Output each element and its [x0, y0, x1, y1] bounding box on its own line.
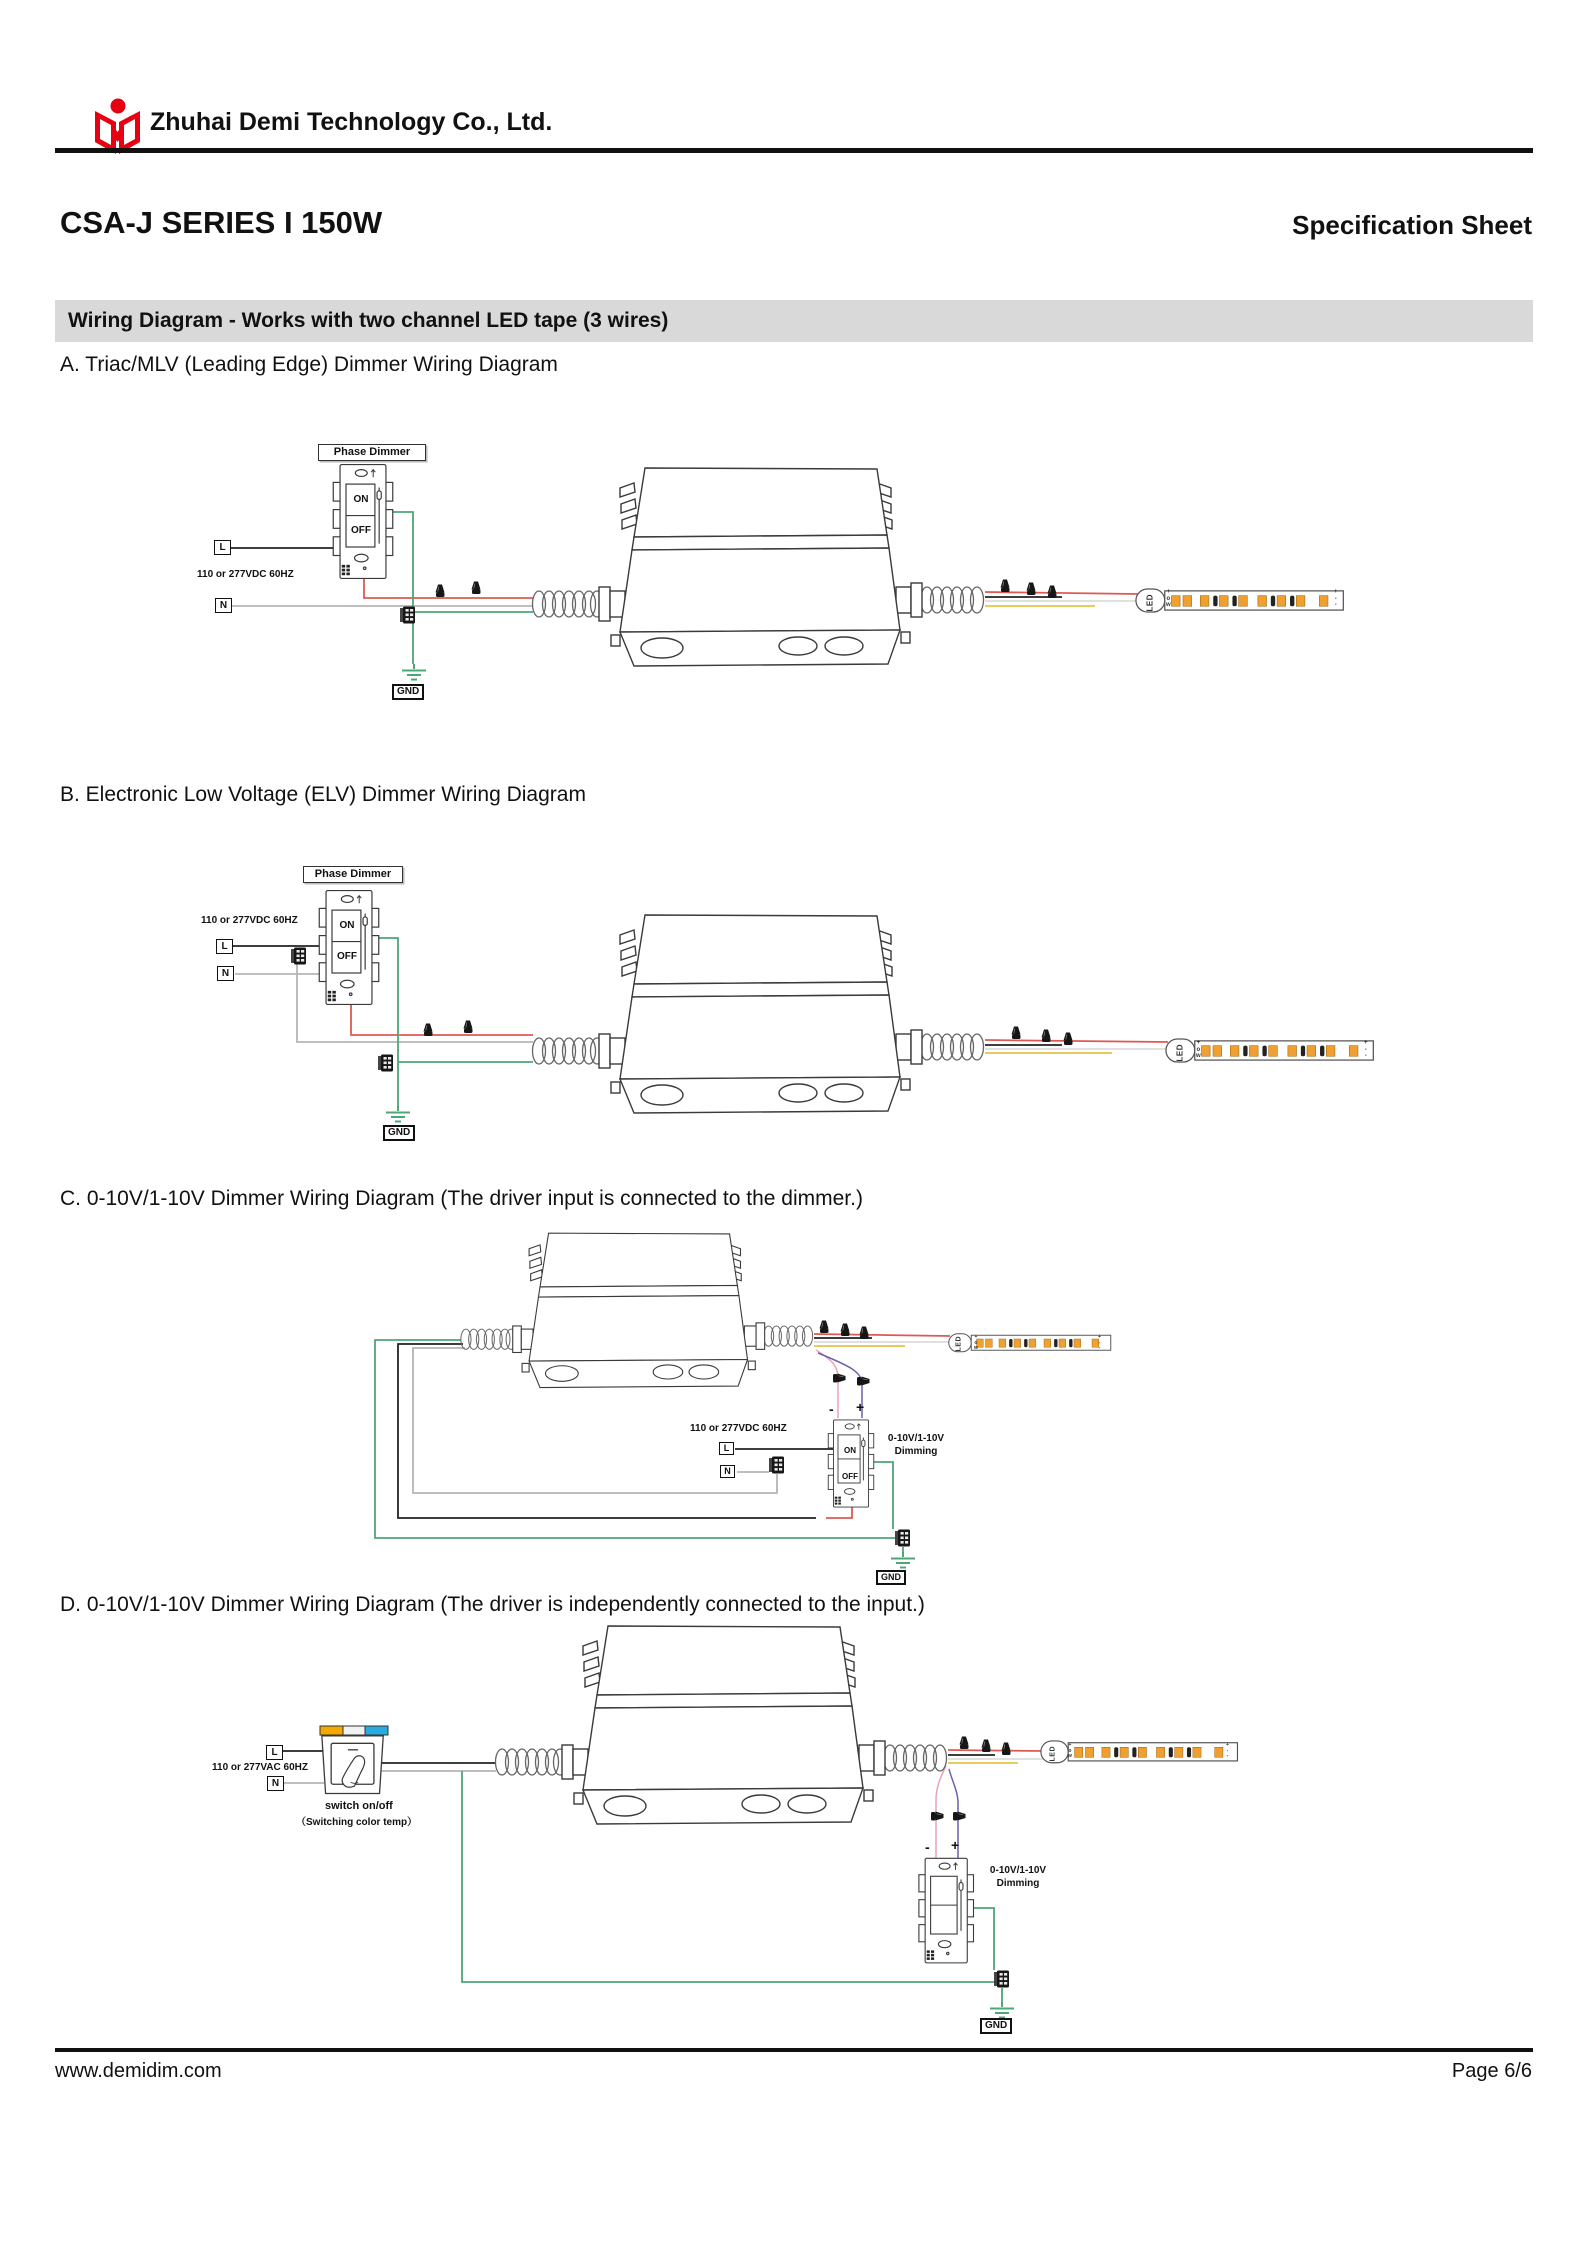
- diagram-d: [281, 1626, 1237, 2018]
- b-wire-nut: [424, 1024, 433, 1037]
- d-switch-caption: switch on/off: [325, 1800, 393, 1812]
- c-ground-symbol: [891, 1552, 915, 1568]
- c-gnd-label: GND: [876, 1570, 906, 1585]
- a-led-label: LED: [1145, 594, 1155, 612]
- a-phase-dimmer-label: Phase Dimmer: [318, 444, 426, 461]
- a-wire-nut: [1027, 583, 1036, 596]
- a-neutral-label: N: [215, 598, 232, 613]
- b-neutral-label: N: [217, 966, 234, 981]
- company-name: Zhuhai Demi Technology Co., Ltd.: [150, 108, 553, 136]
- d-switch-subcaption: （Switching color temp）: [296, 1817, 418, 1828]
- b-terminal-connector: [378, 1055, 393, 1072]
- heading-diagram-d: D. 0-10V/1-10V Dimmer Wiring Diagram (The driver is independently connected to the input.): [60, 1593, 925, 1616]
- d-live-label: L: [266, 1745, 283, 1760]
- c-supply-label: 110 or 277VDC 60HZ: [690, 1423, 787, 1434]
- a-wire-out-red: [985, 592, 1138, 594]
- d-wall-switch: [322, 1736, 383, 1794]
- c-minus-label: -: [829, 1401, 834, 1417]
- a-wire-ground-vertical: [390, 512, 413, 664]
- c-terminal-connector: [769, 1457, 784, 1474]
- c-led-terminals-left: + o w: [974, 1334, 978, 1351]
- footer-page-number: Page 6/6: [1451, 2060, 1532, 2082]
- d-wire-out-red: [948, 1750, 1043, 1751]
- c-terminal-connector: [895, 1530, 910, 1547]
- b-led-terminals-left: + o w: [1196, 1040, 1201, 1059]
- c-wire-out-red: [814, 1334, 950, 1336]
- diagram-b: [233, 891, 1373, 1122]
- section-banner: [55, 300, 1533, 342]
- d-minus-label: -: [925, 1839, 930, 1855]
- d-wire-nut: [953, 1812, 966, 1821]
- c-led-terminals-right: + - -: [1098, 1334, 1101, 1351]
- d-color-temp-bar-cool: [365, 1726, 388, 1735]
- c-live-label: L: [719, 1442, 734, 1455]
- d-dimmer-device: [919, 1858, 974, 1963]
- d-ground-symbol: [990, 2002, 1014, 2018]
- b-supply-label: 110 or 277VDC 60HZ: [201, 915, 298, 926]
- d-gnd-label: GND: [980, 2018, 1012, 2034]
- heading-diagram-b: B. Electronic Low Voltage (ELV) Dimmer Wiring Diagram: [60, 783, 586, 806]
- a-live-label: L: [214, 540, 231, 555]
- a-wire-dimmed-hot: [364, 568, 533, 598]
- d-led-label: LED: [1049, 1746, 1057, 1762]
- a-wire-nut: [436, 585, 445, 598]
- d-driver-unit: [496, 1626, 947, 1824]
- c-off-label: OFF: [842, 1472, 858, 1481]
- a-on-label: ON: [353, 494, 369, 505]
- a-dimmer-device: [333, 465, 393, 579]
- header-rule: [55, 148, 1533, 153]
- c-neutral-label: N: [720, 1465, 735, 1478]
- heading-diagram-c: C. 0-10V/1-10V Dimmer Wiring Diagram (The driver input is connected to the dimmer.): [60, 1187, 863, 1210]
- d-terminal-connector: [994, 1971, 1009, 1988]
- c-on-label: ON: [844, 1446, 856, 1455]
- b-live-label: L: [216, 939, 233, 954]
- d-wire-nut: [960, 1737, 969, 1750]
- d-wire-nut: [1002, 1743, 1011, 1756]
- heading-diagram-a: A. Triac/MLV (Leading Edge) Dimmer Wiring Diagram: [60, 353, 558, 376]
- b-led-label: LED: [1175, 1044, 1185, 1062]
- company-logo-icon: [95, 99, 140, 155]
- b-wire-dimmed-hot: [351, 994, 533, 1035]
- b-driver-unit: [533, 915, 984, 1113]
- product-title: CSA-J SERIES I 150W: [60, 205, 383, 240]
- d-wire-dim-minus: [936, 1766, 946, 1858]
- c-driver-unit: [461, 1233, 813, 1387]
- a-wire-nut: [1001, 580, 1010, 593]
- a-wire-nut: [472, 582, 481, 595]
- d-dimming-label: 0-10V/1-10V Dimming: [989, 1865, 1047, 1889]
- d-supply-label: 110 or 277VAC 60HZ: [212, 1762, 308, 1773]
- a-wire-nut: [1048, 586, 1057, 599]
- d-neutral-label: N: [267, 1776, 284, 1791]
- c-dimming-label: 0-10V/1-10V Dimming: [887, 1433, 945, 1457]
- d-wire-nut: [982, 1740, 991, 1753]
- d-wire-nut: [931, 1812, 944, 1821]
- d-led-terminals-left: + o w: [1068, 1742, 1072, 1759]
- c-wire-nut: [841, 1324, 850, 1337]
- a-supply-label: 110 or 277VDC 60HZ: [197, 569, 294, 580]
- a-led-terminals-left: + o w: [1166, 589, 1171, 608]
- a-led-terminals-right: + - -: [1334, 589, 1338, 608]
- c-led-label: LED: [955, 1336, 963, 1352]
- c-plus-label: +: [856, 1399, 865, 1415]
- b-wire-nut: [1012, 1027, 1021, 1040]
- diagram-c: [375, 1233, 1111, 1567]
- a-ground-symbol: [402, 664, 426, 680]
- b-off-label: OFF: [337, 951, 357, 962]
- b-led-terminals-right: + - -: [1364, 1040, 1368, 1059]
- b-wire-out-red: [985, 1040, 1168, 1042]
- b-wire-nut: [464, 1021, 473, 1034]
- c-wire-nut: [833, 1374, 846, 1383]
- b-dimmer-device: [319, 891, 379, 1005]
- a-driver-unit: [533, 468, 984, 666]
- c-wire-nut: [820, 1321, 829, 1334]
- d-led-terminals-right: + - -: [1226, 1742, 1229, 1759]
- b-wire-nut: [1064, 1033, 1073, 1046]
- a-gnd-label: GND: [392, 684, 424, 700]
- c-dimmer-device: [828, 1420, 874, 1507]
- b-ground-symbol: [386, 1106, 410, 1122]
- a-terminal-connector: [400, 607, 415, 624]
- c-wire-nut: [857, 1377, 870, 1386]
- c-wire-ground-dimmer: [871, 1462, 893, 1529]
- footer-rule: [55, 2048, 1533, 2052]
- d-plus-label: +: [951, 1837, 960, 1853]
- section-banner-text: Wiring Diagram - Works with two channel LED tape (3 wires): [68, 309, 669, 332]
- d-color-temp-bar-neutral: [343, 1726, 365, 1735]
- doc-type-title: Specification Sheet: [1292, 210, 1532, 240]
- b-on-label: ON: [339, 920, 355, 931]
- b-wire-nut: [1042, 1030, 1051, 1043]
- footer-website[interactable]: www.demidim.com: [55, 2060, 222, 2082]
- a-off-label: OFF: [351, 525, 371, 536]
- b-gnd-label: GND: [383, 1125, 415, 1141]
- b-terminal-connector: [291, 948, 306, 965]
- d-color-temp-bar-warm: [320, 1726, 343, 1735]
- diagram-a: [231, 465, 1343, 680]
- b-phase-dimmer-label: Phase Dimmer: [303, 866, 403, 883]
- c-wire-nut: [860, 1327, 869, 1340]
